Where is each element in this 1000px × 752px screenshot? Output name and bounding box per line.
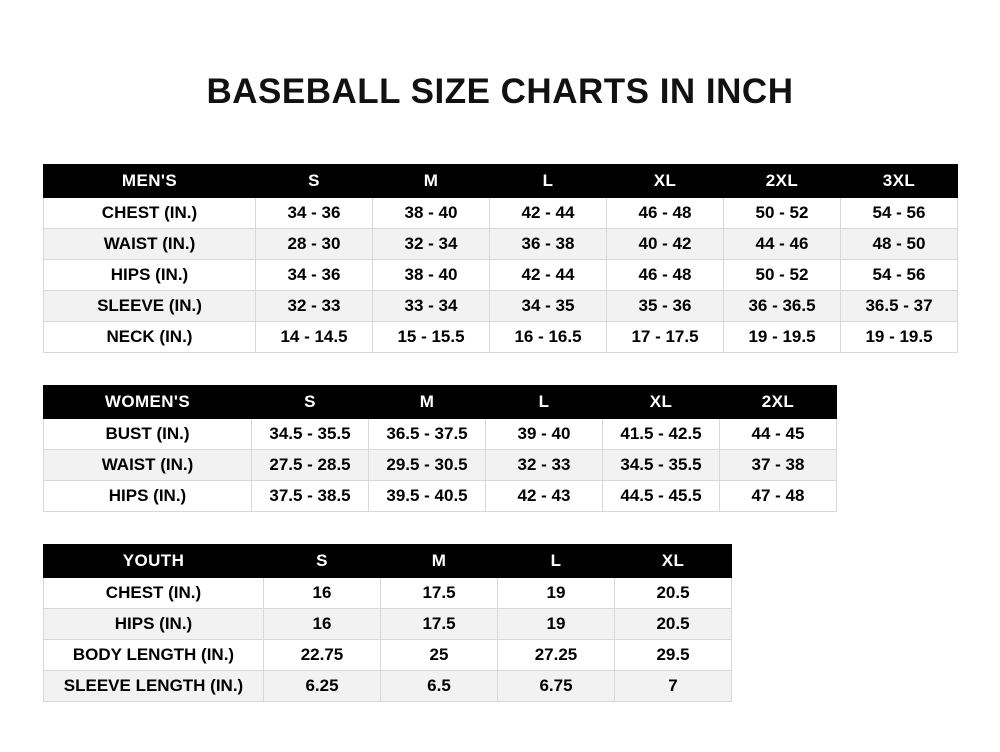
table-cell: 29.5: [615, 640, 732, 671]
table-cell: 32 - 33: [486, 450, 603, 481]
table-cell: 6.25: [264, 671, 381, 702]
table-cell: 54 - 56: [841, 260, 958, 291]
column-header: L: [490, 165, 607, 198]
table-cell: 44.5 - 45.5: [603, 481, 720, 512]
table-cell: 32 - 34: [373, 229, 490, 260]
table-cell: 40 - 42: [607, 229, 724, 260]
table-cell: 6.5: [381, 671, 498, 702]
table-cell: 38 - 40: [373, 198, 490, 229]
row-label: WAIST (IN.): [44, 450, 252, 481]
womens-size-table: [43, 385, 837, 512]
column-header: 3XL: [841, 165, 958, 198]
table-header-row: [44, 545, 732, 578]
table-cell: 34 - 36: [256, 260, 373, 291]
table-cell: 36.5 - 37: [841, 291, 958, 322]
table-cell: 20.5: [615, 609, 732, 640]
table-row: [44, 609, 732, 640]
table-cell: 29.5 - 30.5: [369, 450, 486, 481]
table-cell: 17.5: [381, 609, 498, 640]
table-cell: 34.5 - 35.5: [252, 419, 369, 450]
table-cell: 6.75: [498, 671, 615, 702]
table-cell: 42 - 44: [490, 198, 607, 229]
tables-container: [0, 164, 1000, 702]
table-cell: 38 - 40: [373, 260, 490, 291]
table-cell: 27.25: [498, 640, 615, 671]
table-cell: 25: [381, 640, 498, 671]
column-header: S: [256, 165, 373, 198]
table-cell: 34 - 35: [490, 291, 607, 322]
table-row: [44, 419, 837, 450]
table-row: [44, 450, 837, 481]
row-label: SLEEVE LENGTH (IN.): [44, 671, 264, 702]
table-cell: 19: [498, 578, 615, 609]
column-header: M: [381, 545, 498, 578]
table-cell: 20.5: [615, 578, 732, 609]
table-cell: 39 - 40: [486, 419, 603, 450]
column-header: S: [252, 386, 369, 419]
table-cell: 39.5 - 40.5: [369, 481, 486, 512]
table-cell: 42 - 44: [490, 260, 607, 291]
table-row: [44, 578, 732, 609]
table-cell: 19 - 19.5: [724, 322, 841, 353]
table-cell: 34.5 - 35.5: [603, 450, 720, 481]
page-title: BASEBALL SIZE CHARTS IN INCH: [206, 72, 794, 111]
table-cell: 50 - 52: [724, 260, 841, 291]
table-cell: 17.5: [381, 578, 498, 609]
row-label: SLEEVE (IN.): [44, 291, 256, 322]
mens-size-table: [43, 164, 958, 353]
table-cell: 46 - 48: [607, 198, 724, 229]
table-row: [44, 671, 732, 702]
table-cell: 44 - 45: [720, 419, 837, 450]
column-header: 2XL: [724, 165, 841, 198]
column-header: XL: [603, 386, 720, 419]
table-cell: 36 - 36.5: [724, 291, 841, 322]
table-cell: 14 - 14.5: [256, 322, 373, 353]
table-cell: 35 - 36: [607, 291, 724, 322]
table-cell: 37.5 - 38.5: [252, 481, 369, 512]
table-cell: 50 - 52: [724, 198, 841, 229]
row-label: BUST (IN.): [44, 419, 252, 450]
table-cell: 32 - 33: [256, 291, 373, 322]
table-cell: 17 - 17.5: [607, 322, 724, 353]
row-label: WAIST (IN.): [44, 229, 256, 260]
table-row: [44, 481, 837, 512]
row-label: HIPS (IN.): [44, 260, 256, 291]
table-cell: 47 - 48: [720, 481, 837, 512]
column-header: XL: [615, 545, 732, 578]
table-cell: 19: [498, 609, 615, 640]
table-cell: 19 - 19.5: [841, 322, 958, 353]
column-header: YOUTH: [44, 545, 264, 578]
table-cell: 34 - 36: [256, 198, 373, 229]
table-cell: 33 - 34: [373, 291, 490, 322]
table-cell: 54 - 56: [841, 198, 958, 229]
column-header: L: [486, 386, 603, 419]
table-cell: 37 - 38: [720, 450, 837, 481]
table-row: [44, 198, 958, 229]
table-cell: 16: [264, 578, 381, 609]
column-header: M: [369, 386, 486, 419]
row-label: BODY LENGTH (IN.): [44, 640, 264, 671]
table-cell: 44 - 46: [724, 229, 841, 260]
table-cell: 36.5 - 37.5: [369, 419, 486, 450]
table-header-row: [44, 386, 837, 419]
column-header: WOMEN'S: [44, 386, 252, 419]
row-label: HIPS (IN.): [44, 609, 264, 640]
table-row: [44, 640, 732, 671]
column-header: S: [264, 545, 381, 578]
table-row: [44, 291, 958, 322]
table-cell: 48 - 50: [841, 229, 958, 260]
table-cell: 7: [615, 671, 732, 702]
table-cell: 27.5 - 28.5: [252, 450, 369, 481]
column-header: M: [373, 165, 490, 198]
column-header: L: [498, 545, 615, 578]
youth-size-table: [43, 544, 732, 702]
table-cell: 16: [264, 609, 381, 640]
table-cell: 28 - 30: [256, 229, 373, 260]
column-header: MEN'S: [44, 165, 256, 198]
table-header-row: [44, 165, 958, 198]
row-label: CHEST (IN.): [44, 578, 264, 609]
table-cell: 22.75: [264, 640, 381, 671]
row-label: HIPS (IN.): [44, 481, 252, 512]
table-cell: 36 - 38: [490, 229, 607, 260]
column-header: 2XL: [720, 386, 837, 419]
table-row: [44, 322, 958, 353]
table-cell: 46 - 48: [607, 260, 724, 291]
table-cell: 15 - 15.5: [373, 322, 490, 353]
table-cell: 16 - 16.5: [490, 322, 607, 353]
table-cell: 42 - 43: [486, 481, 603, 512]
column-header: XL: [607, 165, 724, 198]
table-row: [44, 260, 958, 291]
table-cell: 41.5 - 42.5: [603, 419, 720, 450]
row-label: CHEST (IN.): [44, 198, 256, 229]
row-label: NECK (IN.): [44, 322, 256, 353]
table-row: [44, 229, 958, 260]
